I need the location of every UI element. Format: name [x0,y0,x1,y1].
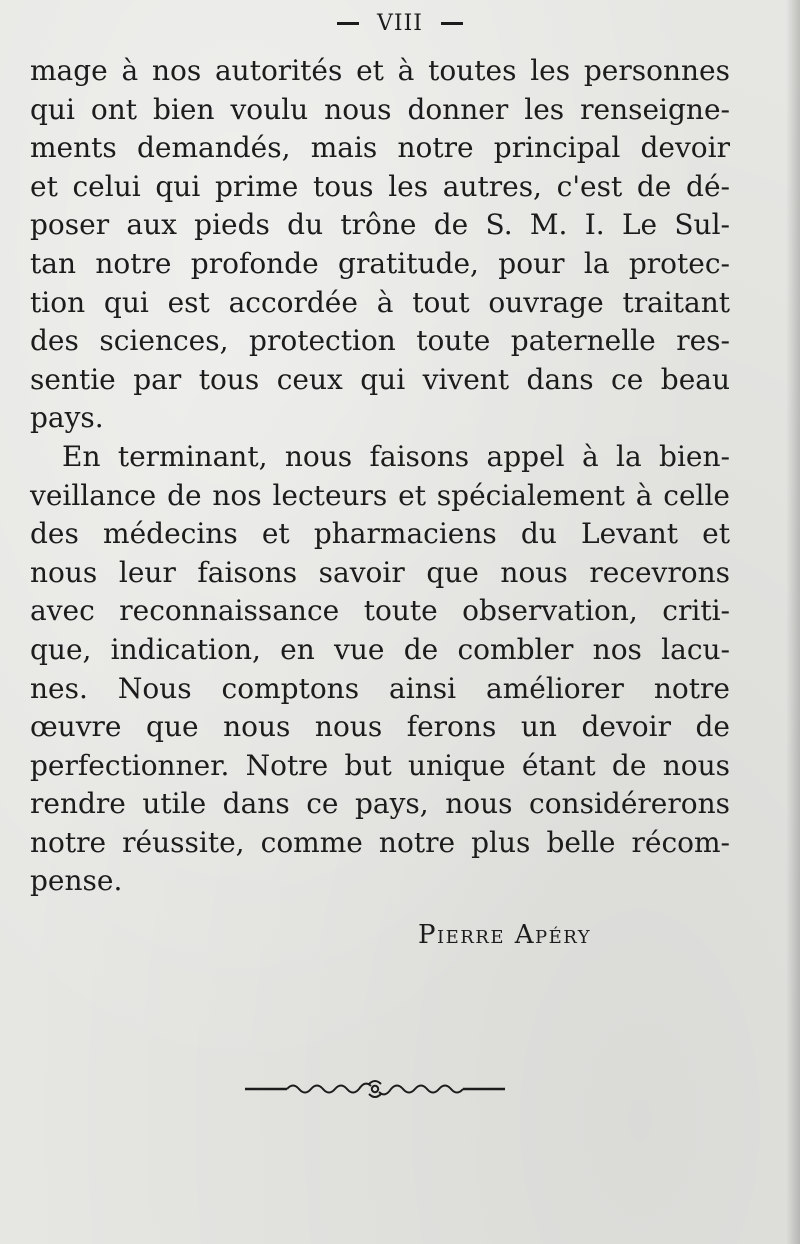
page-edge-shadow [786,0,800,1244]
text-line: et celui qui prime tous les autres, c'est de dé- [30,169,730,203]
text-line: nes. Nous comptons ainsi améliorer notre [30,671,730,705]
header-dash-left [337,22,359,25]
text-line: nous leur faisons savoir que nous recevrons [30,555,730,589]
text-line: veillance de nos lecteurs et spécialement à celle [30,478,730,512]
header-dash-right [441,22,463,25]
text-line: ments demandés, mais notre principal devoir [30,131,730,165]
text-line: des sciences, protection toute paternelle res- [30,324,730,358]
text-line: notre réussite, comme notre plus belle récom- [30,825,730,859]
text-line: rendre utile dans ce pays, nous considérerons [30,787,730,821]
text-line: des médecins et pharmaciens du Levant et [30,517,730,551]
body-text [30,52,730,901]
paragraph-2 [30,438,730,901]
author-signature: Pierre Apéry [418,920,592,950]
text-line: qui ont bien voulu nous donner les renseigne- [30,92,730,126]
text-line: pays. [30,401,104,435]
text-line: tion qui est accordée à tout ouvrage traitant [30,285,730,319]
text-line: sentie par tous ceux qui vivent dans ce beau [30,362,730,396]
text-line: En terminant, nous faisons appel à la bien- [62,439,730,473]
page-header [0,8,800,36]
text-line: perfectionner. Notre but unique étant de nous [30,748,730,782]
page-number: VIII [377,11,423,36]
tailpiece-ornament-icon [245,1076,505,1102]
text-line: mage à nos autorités et à toutes les personnes [30,54,730,87]
text-line: avec reconnaissance toute observation, criti- [30,594,730,628]
text-line: tan notre profonde gratitude, pour la protec- [30,246,730,280]
text-line: pense. [30,864,123,898]
text-line: que, indication, en vue de combler nos lacu- [30,632,730,666]
paragraph-1 [30,52,730,438]
text-line: œuvre que nous nous ferons un devoir de [30,710,730,744]
text-line: poser aux pieds du trône de S. M. I. Le Sul- [30,208,730,242]
